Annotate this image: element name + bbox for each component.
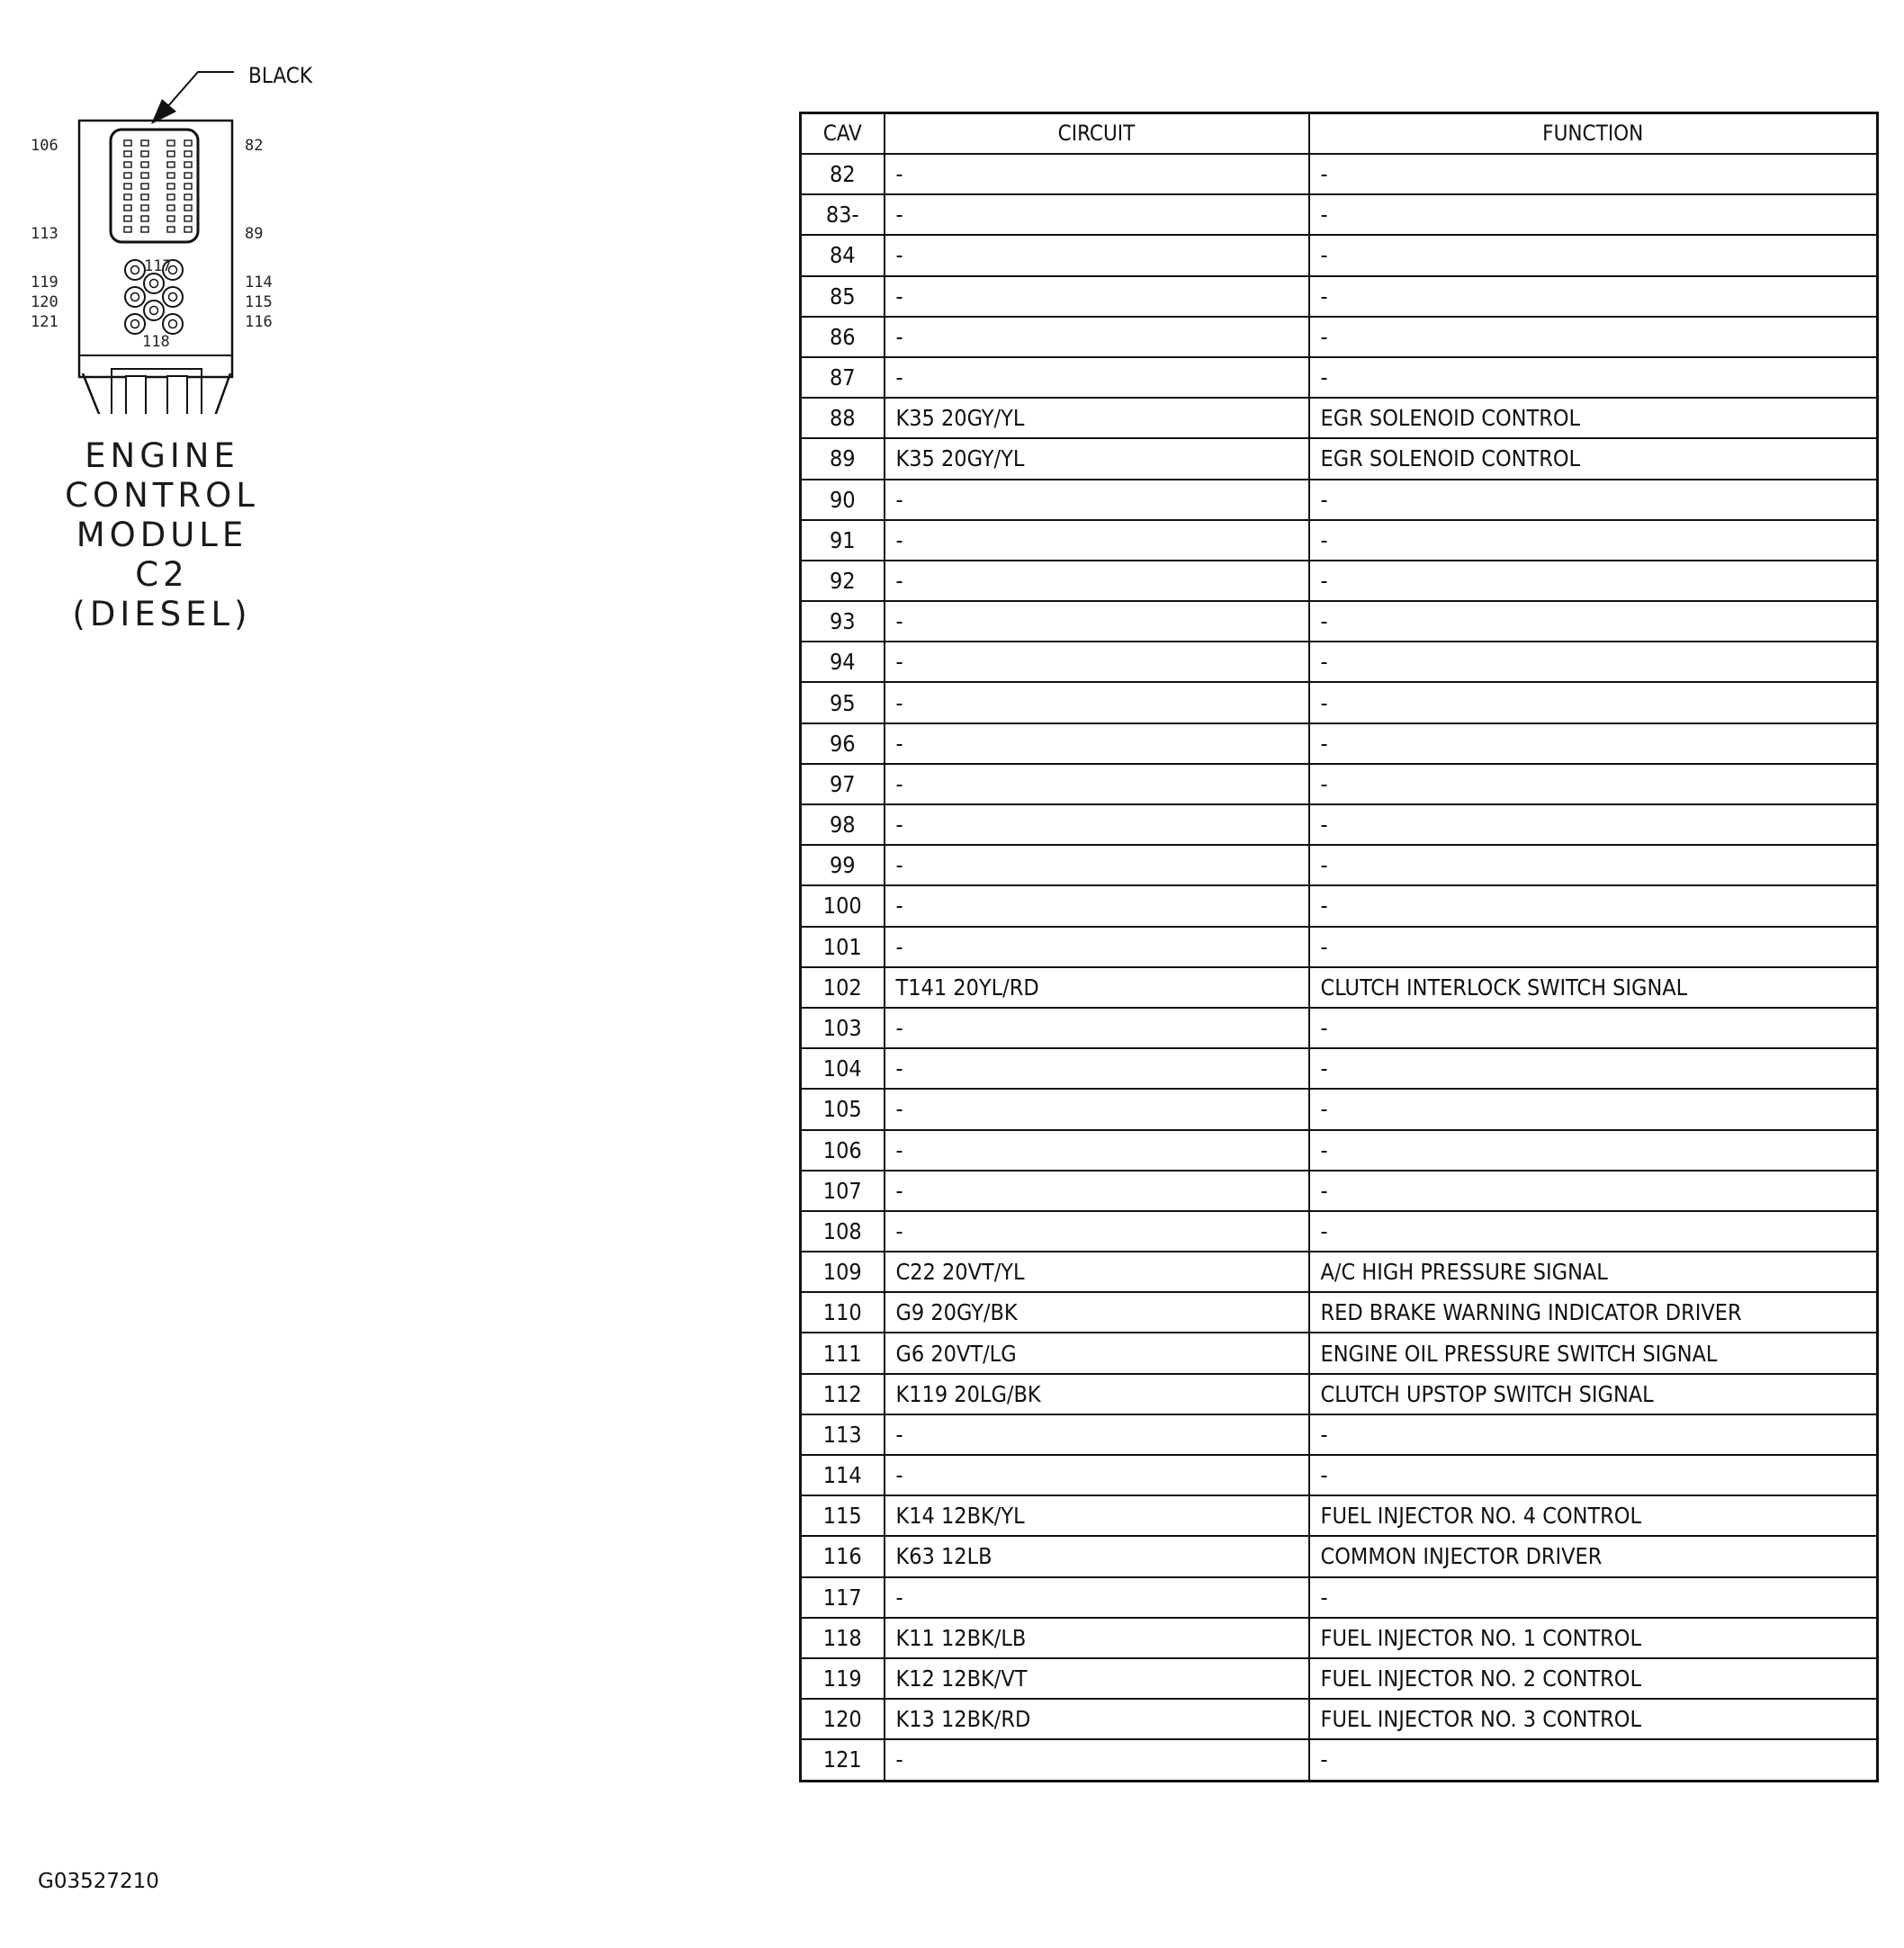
table-row [801,1292,1878,1333]
cav-cell: 109 [801,1252,885,1292]
function-cell: - [1309,1171,1878,1211]
connector-title-line: (DIESEL) [72,595,252,633]
signal-pin-cavity [184,173,192,178]
table-row [801,235,1878,275]
power-pin-cavity [163,314,183,334]
function-cell: - [1309,520,1878,561]
power-pin-cavity [144,301,164,320]
pin-label-113: 113 [31,225,58,243]
function-cell: RED BRAKE WARNING INDICATOR DRIVER [1309,1292,1878,1333]
connector-title-line: CONTROL [65,476,259,515]
function-cell: - [1309,764,1878,804]
cav-cell: 105 [801,1089,885,1129]
power-pin-cavity [125,314,145,334]
connector-color-label: BLACK [248,63,312,88]
circuit-cell: - [885,1171,1309,1211]
table-row [801,1089,1878,1129]
signal-pin-cavity [167,205,175,211]
cav-cell: 92 [801,561,885,601]
function-cell: - [1309,235,1878,275]
function-cell: - [1309,1211,1878,1252]
cav-cell: 96 [801,723,885,764]
function-cell: - [1309,194,1878,235]
signal-pin-cavity [184,162,192,167]
cav-cell: 117 [801,1577,885,1618]
cav-cell: 101 [801,927,885,967]
circuit-cell: - [885,154,1309,194]
signal-pin-cavity [184,205,192,211]
function-cell: - [1309,1008,1878,1048]
function-cell: - [1309,601,1878,642]
cav-cell: 95 [801,682,885,723]
signal-pin-cavity [141,216,148,221]
table-row [801,357,1878,398]
connector-drawing [18,54,342,414]
signal-pin-cavity [167,140,175,146]
circuit-cell: - [885,764,1309,804]
cav-cell: 114 [801,1455,885,1495]
table-row [801,520,1878,561]
function-cell: CLUTCH UPSTOP SWITCH SIGNAL [1309,1374,1878,1414]
cav-cell: 94 [801,642,885,682]
circuit-cell: - [885,927,1309,967]
function-cell: - [1309,276,1878,317]
table-row [801,1536,1878,1576]
function-cell: - [1309,845,1878,885]
signal-pin-cavity [167,184,175,189]
circuit-cell: K12 12BK/VT [885,1658,1309,1699]
pin-label-120: 120 [31,293,58,311]
circuit-cell: G6 20VT/LG [885,1333,1309,1373]
circuit-cell: - [885,642,1309,682]
circuit-cell: K119 20LG/BK [885,1374,1309,1414]
circuit-cell: - [885,845,1309,885]
circuit-cell: K13 12BK/RD [885,1699,1309,1739]
function-cell: - [1309,1739,1878,1781]
pin-label-82: 82 [245,137,264,155]
pin-label-117: 117 [144,257,172,275]
connector-title-line: C2 [135,555,189,594]
circuit-cell: - [885,1048,1309,1089]
function-cell: EGR SOLENOID CONTROL [1309,438,1878,479]
circuit-cell: K35 20GY/YL [885,398,1309,438]
cav-cell: 112 [801,1374,885,1414]
circuit-cell: - [885,723,1309,764]
signal-pins [124,140,192,232]
table-row [801,601,1878,642]
signal-pin-cavity [184,151,192,157]
signal-pin-cavity [167,194,175,200]
signal-pin-cavity [141,140,148,146]
table-row [801,194,1878,235]
cav-cell: 103 [801,1008,885,1048]
table-row [801,1414,1878,1455]
connector-title-line: ENGINE [85,436,239,475]
circuit-cell: K14 12BK/YL [885,1495,1309,1536]
circuit-cell: K35 20GY/YL [885,438,1309,479]
signal-pin-cavity [141,151,148,157]
table-row [801,438,1878,479]
power-pin-cavity [144,274,164,293]
circuit-cell: - [885,1130,1309,1171]
cav-cell: 116 [801,1536,885,1576]
function-cell: - [1309,1048,1878,1089]
function-cell: - [1309,1130,1878,1171]
pin-label-119: 119 [31,274,58,292]
circuit-cell: - [885,194,1309,235]
circuit-cell: - [885,1739,1309,1781]
function-cell: FUEL INJECTOR NO. 4 CONTROL [1309,1495,1878,1536]
signal-pin-cavity [124,194,131,200]
table-row [801,317,1878,357]
signal-pin-cavity [141,205,148,211]
function-cell: - [1309,1577,1878,1618]
table-row [801,154,1878,194]
function-cell: FUEL INJECTOR NO. 3 CONTROL [1309,1699,1878,1739]
cav-cell: 86 [801,317,885,357]
cav-cell: 91 [801,520,885,561]
table-row [801,398,1878,438]
table-row [801,885,1878,926]
table-row [801,967,1878,1008]
signal-pin-cavity [167,227,175,232]
table-row [801,1211,1878,1252]
cav-cell: 99 [801,845,885,885]
signal-pin-cavity [124,205,131,211]
circuit-cell: G9 20GY/BK [885,1292,1309,1333]
signal-pin-cavity [124,173,131,178]
signal-pin-cavity [167,216,175,221]
signal-pin-cavity [184,216,192,221]
signal-pin-cavity [184,184,192,189]
table-row [801,276,1878,317]
cav-cell: 90 [801,480,885,520]
table-row [801,1739,1878,1781]
cav-cell: 84 [801,235,885,275]
circuit-cell: T141 20YL/RD [885,967,1309,1008]
header-cav: CAV [801,113,885,155]
power-pin-cavity [125,287,145,307]
function-cell: - [1309,927,1878,967]
circuit-cell: - [885,885,1309,926]
signal-pin-cavity [167,162,175,167]
circuit-cell: - [885,235,1309,275]
function-cell: - [1309,682,1878,723]
circuit-cell: - [885,1089,1309,1129]
function-cell: FUEL INJECTOR NO. 1 CONTROL [1309,1618,1878,1658]
cav-cell: 118 [801,1618,885,1658]
signal-pin-cavity [124,140,131,146]
function-cell: - [1309,154,1878,194]
function-cell: CLUTCH INTERLOCK SWITCH SIGNAL [1309,967,1878,1008]
signal-pin-cavity [167,151,175,157]
table-row [801,682,1878,723]
pin-label-116: 116 [245,313,273,331]
circuit-cell: - [885,601,1309,642]
cav-cell: 87 [801,357,885,398]
function-cell: - [1309,357,1878,398]
pin-label-114: 114 [245,274,273,292]
table-row [801,764,1878,804]
function-cell: - [1309,1089,1878,1129]
circuit-cell: - [885,1577,1309,1618]
cav-cell: 111 [801,1333,885,1373]
table-row [801,1455,1878,1495]
signal-pin-cavity [141,194,148,200]
cav-cell: 98 [801,804,885,845]
circuit-cell: - [885,480,1309,520]
function-cell: - [1309,885,1878,926]
cav-cell: 93 [801,601,885,642]
table-row [801,845,1878,885]
circuit-cell: - [885,276,1309,317]
cav-cell: 121 [801,1739,885,1781]
circuit-cell: - [885,1414,1309,1455]
table-row [801,1699,1878,1739]
circuit-cell: C22 20VT/YL [885,1252,1309,1292]
function-cell: - [1309,804,1878,845]
function-cell: FUEL INJECTOR NO. 2 CONTROL [1309,1658,1878,1699]
table-row [801,1495,1878,1536]
pin-label-121: 121 [31,313,58,331]
function-cell: - [1309,1455,1878,1495]
function-cell: COMMON INJECTOR DRIVER [1309,1536,1878,1576]
signal-pin-cavity [124,216,131,221]
cav-cell: 97 [801,764,885,804]
table-row [801,723,1878,764]
signal-pin-cavity [124,162,131,167]
table-row [801,1048,1878,1089]
table-row [801,1658,1878,1699]
cav-cell: 107 [801,1171,885,1211]
pin-label-115: 115 [245,293,273,311]
function-cell: - [1309,480,1878,520]
circuit-cell: - [885,561,1309,601]
cav-cell: 106 [801,1130,885,1171]
signal-pin-cavity [141,227,148,232]
signal-pin-cavity [124,227,131,232]
circuit-cell: - [885,682,1309,723]
signal-pin-cavity [141,184,148,189]
header-function: FUNCTION [1309,113,1878,155]
figure-id: G03527210 [38,1870,159,1893]
function-cell: - [1309,723,1878,764]
pinout-table [799,112,1879,1782]
circuit-cell: - [885,520,1309,561]
table-row [801,1577,1878,1618]
signal-pin-cavity [184,227,192,232]
cav-cell: 89 [801,438,885,479]
signal-pin-cavity [141,162,148,167]
function-cell: - [1309,1414,1878,1455]
circuit-cell: - [885,1455,1309,1495]
table-row [801,1130,1878,1171]
table-row [801,1333,1878,1373]
function-cell: EGR SOLENOID CONTROL [1309,398,1878,438]
table-row [801,1618,1878,1658]
circuit-cell: - [885,804,1309,845]
cav-cell: 102 [801,967,885,1008]
signal-pin-cavity [167,173,175,178]
function-cell: A/C HIGH PRESSURE SIGNAL [1309,1252,1878,1292]
power-pin-cavity [163,287,183,307]
leader-arrow [166,72,234,108]
circuit-cell: - [885,1008,1309,1048]
signal-pin-cavity [141,173,148,178]
signal-pin-cavity [184,194,192,200]
cav-cell: 88 [801,398,885,438]
table-row [801,561,1878,601]
cav-cell: 82 [801,154,885,194]
circuit-cell: K11 12BK/LB [885,1618,1309,1658]
function-cell: ENGINE OIL PRESSURE SWITCH SIGNAL [1309,1333,1878,1373]
table-row [801,1374,1878,1414]
cav-cell: 119 [801,1658,885,1699]
cav-cell: 85 [801,276,885,317]
cav-cell: 100 [801,885,885,926]
signal-pin-cavity [184,140,192,146]
header-circuit: CIRCUIT [885,113,1309,155]
pinout-table-body [801,154,1878,1781]
table-header-row [801,113,1878,155]
cav-cell: 120 [801,1699,885,1739]
table-row [801,480,1878,520]
connector-title-line: MODULE [76,516,248,554]
connector-diagram [18,54,342,633]
circuit-cell: K63 12LB [885,1536,1309,1576]
cav-cell: 113 [801,1414,885,1455]
table-row [801,804,1878,845]
cav-cell: 108 [801,1211,885,1252]
table-row [801,1252,1878,1292]
table-row [801,1171,1878,1211]
pin-label-106: 106 [31,137,58,155]
cav-cell: 115 [801,1495,885,1536]
signal-pin-cavity [124,184,131,189]
function-cell: - [1309,317,1878,357]
pin-label-89: 89 [245,225,264,243]
table-row [801,642,1878,682]
power-pin-cavity [125,260,145,280]
circuit-cell: - [885,1211,1309,1252]
cav-cell: 83- [801,194,885,235]
circuit-cell: - [885,357,1309,398]
function-cell: - [1309,642,1878,682]
function-cell: - [1309,561,1878,601]
circuit-cell: - [885,317,1309,357]
pin-label-118: 118 [142,333,170,351]
connector-latch [83,373,230,414]
table-row [801,1008,1878,1048]
cav-cell: 110 [801,1292,885,1333]
signal-pin-cavity [124,151,131,157]
cav-cell: 104 [801,1048,885,1089]
table-row [801,927,1878,967]
